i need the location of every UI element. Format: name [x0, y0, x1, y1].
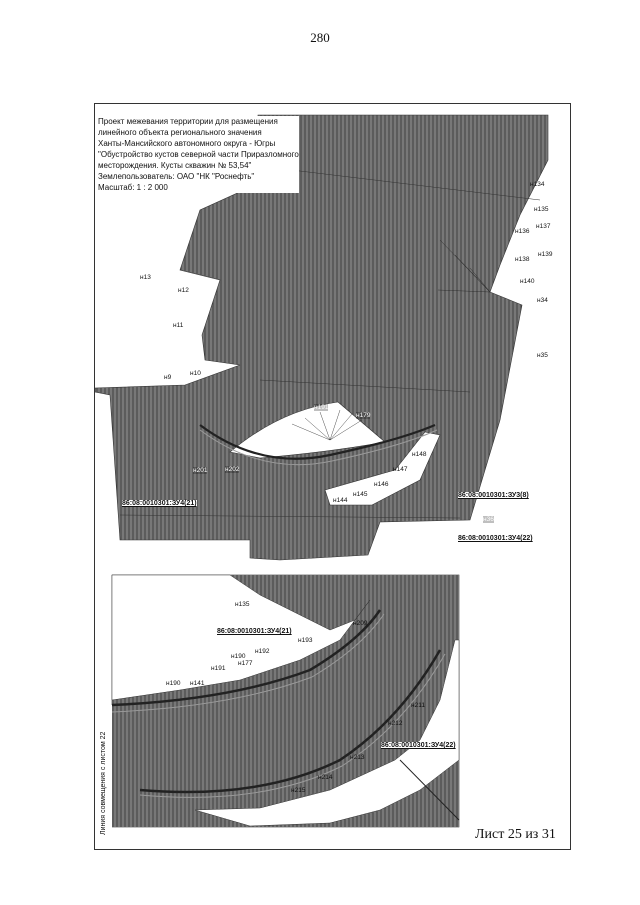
point-label: н12 [178, 287, 189, 294]
sheet-number: Лист 25 из 31 [472, 827, 559, 843]
point-label: н138 [515, 256, 530, 263]
point-label: н192 [255, 648, 270, 655]
point-label: н146 [374, 481, 389, 488]
parcel-label: 86:08:0010301:ЗУ4(22) [381, 742, 456, 749]
point-label: н34 [537, 297, 548, 304]
title-line: "Обустройство кустов северной части Приразломного [98, 150, 299, 159]
title-block [98, 116, 299, 193]
page-number: 280 [310, 30, 330, 45]
point-label: н13 [140, 274, 151, 281]
point-label: н211 [411, 702, 425, 709]
point-label: н35 [537, 352, 548, 359]
point-label: н148 [412, 451, 427, 458]
point-label: н212 [388, 720, 403, 727]
point-label: н177 [238, 660, 253, 667]
point-label: н137 [536, 223, 551, 230]
point-label: н11 [173, 322, 184, 329]
point-label: н10 [190, 370, 201, 377]
point-label: н135 [534, 206, 549, 213]
point-label: н191 [211, 665, 226, 672]
title-line: Ханты-Мансийского автономного округа - Югры [98, 138, 299, 149]
title-line: месторождения. Кусты скважин № 53,54" [98, 160, 299, 171]
scale-label: Масштаб: 1 : 2 000 [98, 182, 299, 193]
alignment-line-label: Линия совмещения с листом 22 [100, 705, 112, 835]
parcel-label: 86:08:0010301:ЗУ4(21) [122, 500, 197, 507]
parcel-label: 86:08:0010301:ЗУ3(8) [458, 492, 529, 499]
point-label: н213 [350, 754, 365, 761]
parcel-label: 86:08:0010301:ЗУ4(21) [217, 628, 292, 635]
parcel-label: 86:08:0010301:ЗУ4(22) [458, 535, 533, 542]
title-line: линейного объекта регионального значения [98, 127, 299, 138]
point-label: н145 [353, 491, 368, 498]
point-label: н190 [166, 680, 181, 687]
point-label: н135 [235, 601, 250, 608]
point-label: н139 [538, 251, 553, 258]
point-label: н147 [393, 466, 408, 473]
point-label: н202 [225, 466, 240, 473]
point-label: н141 [190, 680, 205, 687]
point-label: н140 [520, 278, 535, 285]
point-label: н209 [353, 620, 368, 627]
title-line: Землепользователь: ОАО "НК "Роснефть" [98, 171, 299, 182]
point-label: н214 [318, 774, 333, 781]
point-label: н36 [483, 516, 494, 523]
point-label: н193 [298, 637, 313, 644]
point-label: н136 [515, 228, 530, 235]
point-label: н179 [356, 412, 371, 419]
title-line: Проект межевания территории для размещения [98, 116, 299, 127]
point-label: н9 [164, 374, 172, 381]
point-label: н215 [291, 787, 306, 794]
point-label: н191 [314, 404, 329, 411]
point-label: н190 [231, 653, 246, 660]
point-label: н201 [193, 467, 208, 474]
point-label: н144 [333, 497, 348, 504]
point-label: н134 [530, 181, 545, 188]
